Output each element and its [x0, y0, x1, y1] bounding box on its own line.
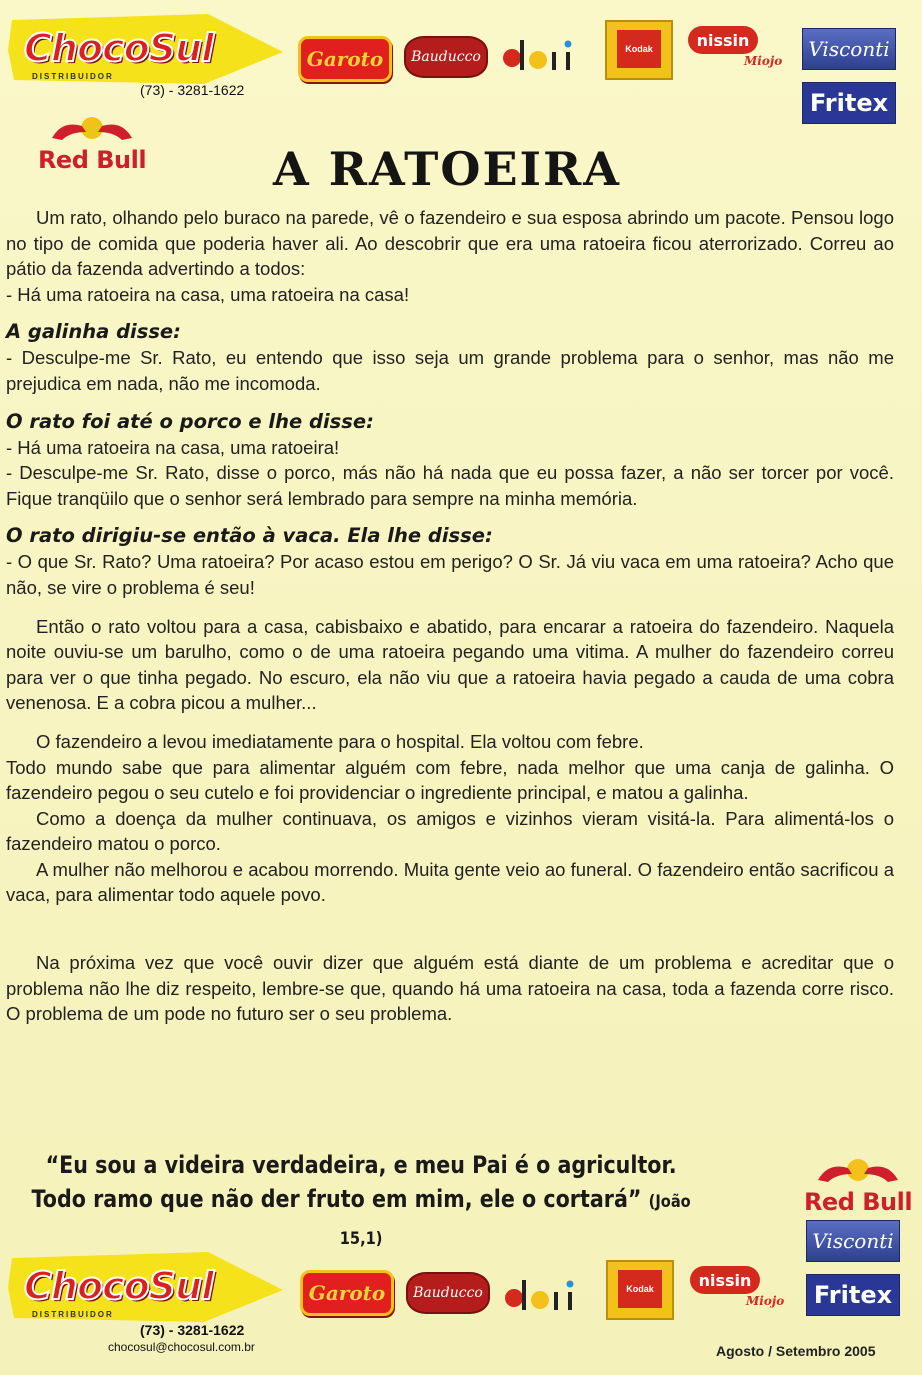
chocosul-logo [8, 14, 283, 86]
story-night: Então o rato voltou para a casa, cabisbaixo e abatido, para encarar a ratoeira do fazendeiro. Naquela noite ouviu-se um barulho, como o de uma ratoeira pegando uma vitima. A mulher do fazendeiro correu para ver o que tinha pegado. No escuro, ela não viu que a ratoeira havia pegado a cauda de uma cobra venenosa. E a cobra picou a mulher... [6, 615, 894, 714]
footer-dori-logo [502, 1274, 586, 1314]
footer-bauducco-logo: Bauducco [406, 1272, 490, 1314]
footer-fritex-logo: Fritex [806, 1274, 900, 1316]
dori-logo [500, 34, 584, 74]
footer-kodak-logo [606, 1260, 674, 1320]
bible-quote [30, 1148, 692, 1256]
story-friends: Como a doença da mulher continuava, os amigos e vizinhos vieram visitá-la. Para alimentá-los o fazendeiro matou o porco. [6, 807, 894, 855]
footer-visconti-logo: Visconti [806, 1220, 900, 1262]
story-intro: Um rato, olhando pelo buraco na parede, vê o fazendeiro e sua esposa abrindo um pacote. Pensou logo no tipo de comida que poderia haver ali. Ao descobrir que era uma ratoeira ficou aterrorizado. Correu ao pátio da fazenda advertindo a todos: [6, 207, 894, 280]
story-body [6, 205, 894, 1027]
cow-heading: O rato dirigiu-se então à vaca. Ela lhe disse: [6, 524, 493, 548]
redbull-logo [32, 112, 152, 184]
story-hospital-2: Todo mundo sabe que para alimentar alguém com febre, nada melhor que uma canja de galinha. O fazendeiro pegou o seu cutelo e foi providenciar o ingrediente principal, e matou a galinha. [6, 756, 894, 804]
hen-heading: A galinha disse: [6, 320, 181, 344]
footer-redbull-label: Red Bull [803, 1188, 913, 1216]
chocosul-name: ChocoSul [24, 26, 214, 70]
redbull-label: Red Bull [37, 146, 147, 174]
visconti-logo: Visconti [802, 28, 896, 70]
footer-redbull-logo [798, 1154, 918, 1226]
story-intro-alert: - Há uma ratoeira na casa, uma ratoeira na casa! [6, 283, 410, 305]
footer-nissin-label: nissin [690, 1266, 760, 1294]
footer-dori-mark-icon [502, 1274, 586, 1314]
pig-heading: O rato foi até o porco e lhe disse: [6, 409, 374, 433]
footer-phone: (73) - 3281-1622 [140, 1322, 245, 1338]
fritex-logo: Fritex [802, 82, 896, 124]
header-phone: (73) - 3281-1622 [140, 82, 245, 98]
edition-date: Agosto / Setembro 2005 [716, 1343, 876, 1359]
story-moral: Na próxima vez que você ouvir dizer que alguém está diante de um problema e acreditar que o problema não lhe diz respeito, lembre-se que, quando há uma ratoeira na casa, toda a fazenda corre risco. O problema de um pode no futuro ser o seu problema. [6, 952, 894, 1025]
footer-garoto-logo: Garoto [300, 1270, 394, 1316]
bauducco-logo: Bauducco [404, 36, 488, 78]
nissin-label: nissin [688, 26, 758, 54]
hen-reply: - Desculpe-me Sr. Rato, eu entendo que isso seja um grande problema para o senhor, mas não me prejudica em nada, não me incomoda. [6, 347, 894, 394]
footer-nissin-logo [690, 1262, 790, 1318]
quote-reference: (João 15,1) [339, 1192, 691, 1249]
footer-chocosul-name: ChocoSul [24, 1264, 214, 1308]
footer-charging-bulls-icon [816, 1154, 900, 1186]
story-hospital-1: O fazendeiro a levou imediatamente para o hospital. Ela voltou com febre. [36, 730, 644, 752]
garoto-logo: Garoto [298, 36, 392, 82]
pig-reply: - Desculpe-me Sr. Rato, disse o porco, más não há nada que eu possa fazer, a não ser torcer por você. Fique tranqüilo que o senhor será lembrado para sempre na minha memória. [6, 462, 894, 509]
quote-line-2: Todo ramo que não der fruto em mim, ele o cortará” [31, 1185, 642, 1213]
pig-alert: - Há uma ratoeira na casa, uma ratoeira! [6, 436, 340, 458]
story-funeral: A mulher não melhorou e acabou morrendo. Muita gente veio ao funeral. O fazendeiro então sacrificou a vaca, para alimentar todo aquele povo. [6, 858, 894, 906]
footer-chocosul-sub: DISTRIBUIDOR [32, 1310, 114, 1319]
footer-email: chocosul@chocosul.com.br [108, 1340, 255, 1354]
cow-reply: - O que Sr. Rato? Uma ratoeira? Por acaso estou em perigo? O Sr. Já viu vaca em uma ratoeira? Acho que não, se vire o problema é seu! [6, 551, 894, 598]
charging-bulls-icon [50, 112, 134, 144]
footer-kodak-label: Kodak [618, 1270, 662, 1308]
page-title: A RATOEIRA [273, 142, 621, 196]
kodak-logo [605, 20, 673, 80]
quote-line-1: “Eu sou a videira verdadeira, e meu Pai é o agricultor. [45, 1151, 677, 1179]
footer-miojo-label: Miojo [746, 1294, 785, 1308]
dori-mark-icon [500, 34, 584, 74]
chocosul-sub: DISTRIBUIDOR [32, 72, 114, 81]
footer-chocosul-logo [8, 1252, 283, 1324]
miojo-label: Miojo [744, 54, 783, 68]
nissin-logo [688, 22, 788, 78]
kodak-label: Kodak [617, 30, 661, 68]
